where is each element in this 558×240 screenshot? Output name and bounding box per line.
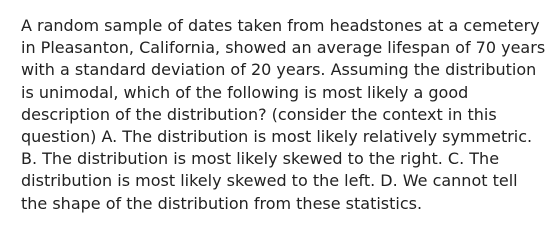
question-line: with a standard deviation of 20 years. Assuming the distribution [21, 60, 537, 80]
question-line: question) A. The distribution is most likely relatively symmetric. [21, 127, 533, 147]
question-line: description of the distribution? (consider the context in this [21, 104, 497, 124]
question-line: B. The distribution is most likely skewed to the right. C. The [21, 149, 500, 169]
question-line: distribution is most likely skewed to the left. D. We cannot tell [21, 171, 518, 191]
question-text [21, 15, 546, 215]
question-line: A random sample of dates taken from headstones at a cemetery [21, 16, 540, 35]
question-line: is unimodal, which of the following is most likely a good [21, 82, 469, 102]
question-line: the shape of the distribution from these statistics. [21, 193, 423, 213]
question-line: in Pleasanton, California, showed an average lifespan of 70 years [21, 38, 546, 58]
